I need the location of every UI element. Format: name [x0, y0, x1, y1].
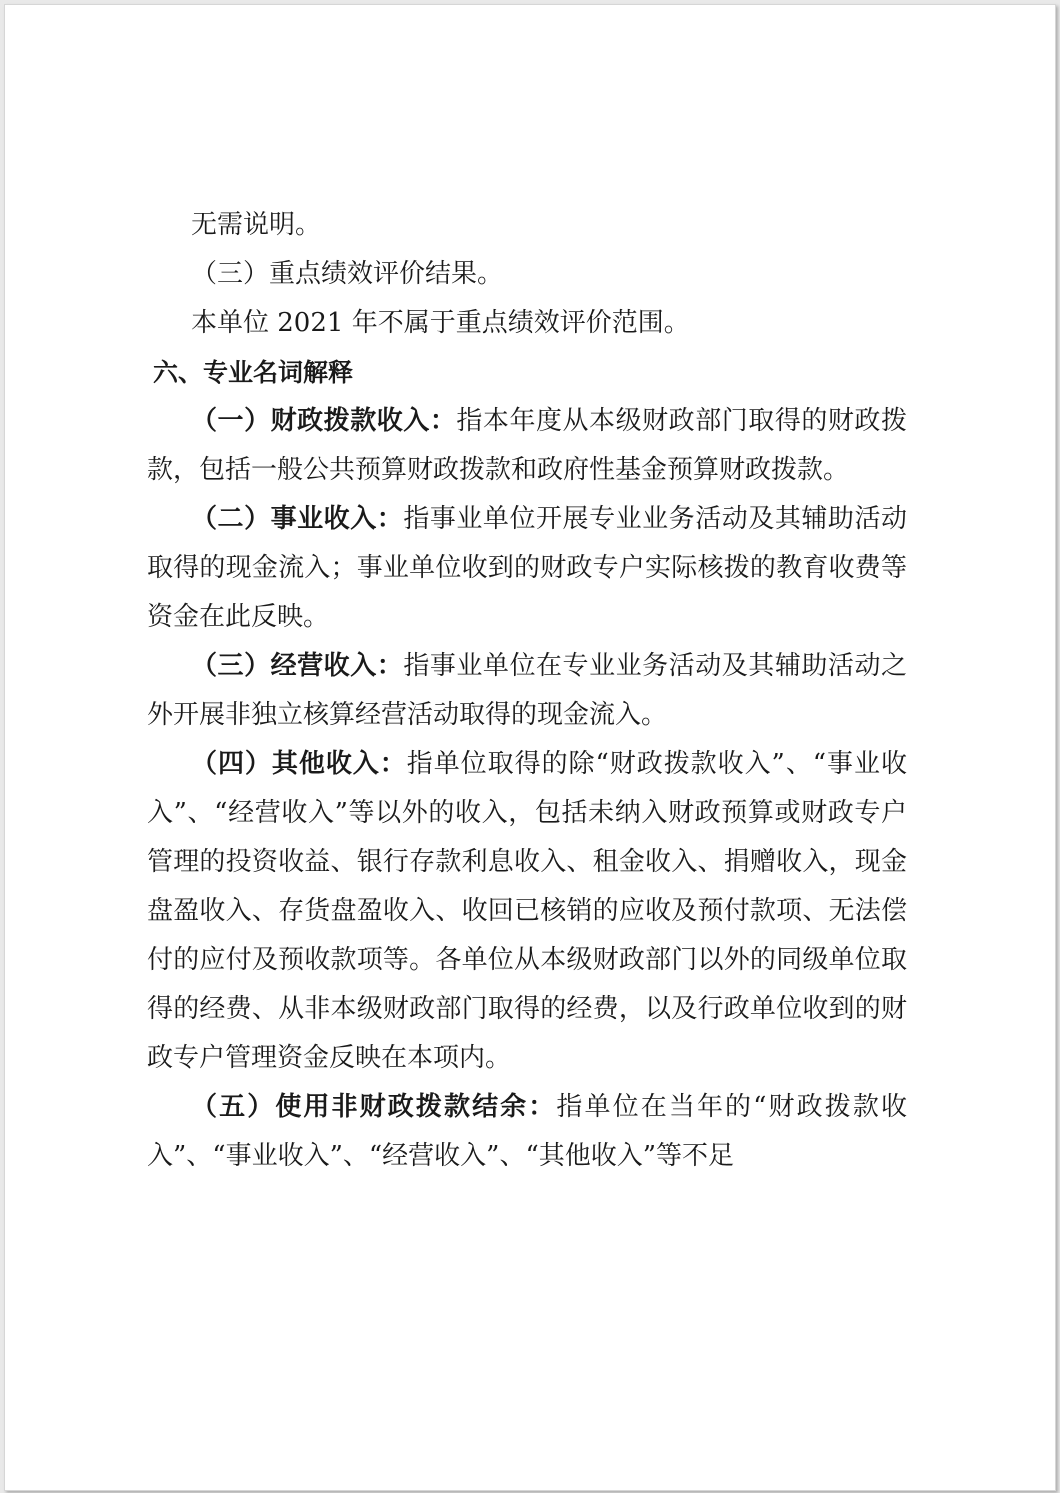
- definition-text: 指单位取得的除“财政拨款收入”、“事业收入”、“经营收入”等以外的收入，包括未纳入财政预算或财政专户管理的投资收益、银行存款利息收入、租金收入、捐赠收入，现金盘盈收入、存货盘盈收入、收回已核销的应收及预付款项、无法偿付的应付及预收款项等。各单位从本级财政部门以外的同级单位取得的经费、从非本级财政部门取得的经费，以及行政单位收到的财政专户管理资金反映在本项内。: [147, 749, 907, 1073]
- section-title: 六、专业名词解释: [153, 358, 354, 387]
- document-page: [4, 4, 1056, 1491]
- definition-text: 指事业单位开展专业业务活动及其辅助活动取得的现金流入；事业单位收到的财政专户实际核拨的教育收费等资金在此反映。: [147, 504, 907, 632]
- page-content: [147, 201, 907, 1181]
- paragraph-evaluation-scope: 本单位 2021 年不属于重点绩效评价范围。: [191, 308, 690, 338]
- paragraph-no-explanation: 无需说明。: [191, 210, 322, 240]
- definition-text: 指事业单位在专业业务活动及其辅助活动之外开展非独立核算经营活动取得的现金流入。: [147, 651, 907, 730]
- definition-item: [147, 740, 907, 1083]
- definition-term: （四）其他收入：: [191, 749, 407, 779]
- definition-item: [147, 495, 907, 642]
- definition-term: （一）财政拨款收入：: [191, 406, 457, 436]
- subsection-heading-evaluation: （三）重点绩效评价结果。: [191, 259, 504, 289]
- definition-text: 指本年度从本级财政部门取得的财政拨款，包括一般公共预算财政拨款和政府性基金预算财政拨款。: [147, 406, 907, 485]
- definition-term: （二）事业收入：: [191, 504, 404, 534]
- definition-item: [147, 1083, 907, 1181]
- definition-item: [147, 642, 907, 740]
- definition-text: 指单位在当年的“财政拨款收入”、“事业收入”、“经营收入”、“其他收入”等不足: [147, 1092, 907, 1171]
- definition-term: （三）经营收入：: [191, 651, 404, 681]
- definition-term: （五）使用非财政拨款结余：: [191, 1092, 557, 1122]
- definition-item: [147, 397, 907, 495]
